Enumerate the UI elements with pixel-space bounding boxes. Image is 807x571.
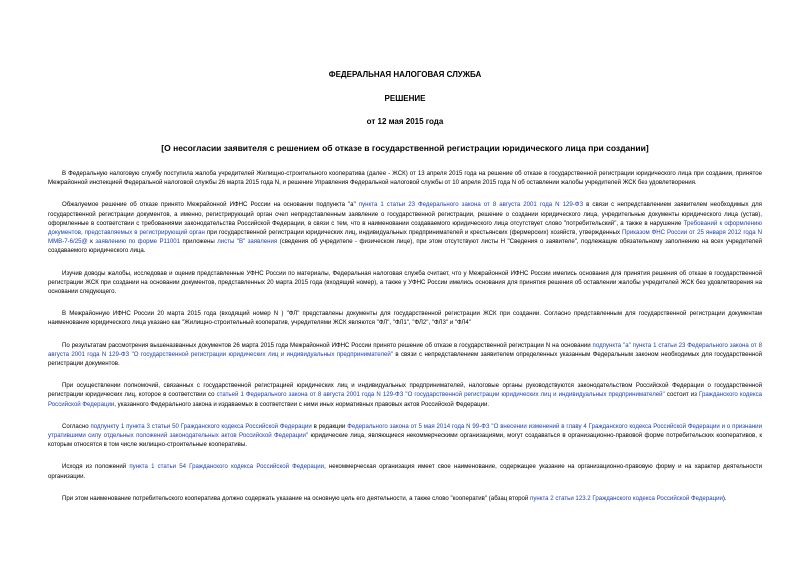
paragraph-text: , указанного Федерального закона и издаваемых в соответствии с ними иных нормативных правовых актов Российской Федерации. — [114, 400, 490, 408]
paragraph — [48, 494, 762, 503]
legal-reference-link[interactable]: подпункта "а" пункта 1 статьи 23 Федерального закона от 8 августа 2001 года N 129-ФЗ "О государственной регистрации юридических лиц и индивидуальных предпринимателей" — [48, 341, 762, 358]
legal-reference-link[interactable]: Гражданского кодекса Российской Федерации — [48, 391, 762, 408]
agency-title: ФЕДЕРАЛЬНАЯ НАЛОГОВАЯ СЛУЖБА — [328, 70, 482, 79]
paragraph — [48, 341, 762, 369]
paragraph — [48, 422, 762, 450]
paragraph-text: Изучив доводы жалобы, исследовав и оценив представленные УФНС России по материалы, Федеральная налоговая служба считает, что у Межрайонной ИФНС России имелись основания для принятия решения об отказе в государственной регистрации ЖСК при создании на основании документов, представленных 20 марта 2015 года (входящий номер), а также у УФНС России имелись основания для принятия решения об оставлении жалобы учредителей ЖСК без удовлетворения на основании следующего. — [48, 269, 762, 296]
doc-subject: [О несогласии заявителя с решением об отказе в государственной регистрации юридического лица при создании] — [161, 143, 649, 153]
paragraph-text: В Межрайонную ИФНС России 20 марта 2015 года (входящий номер N ) "ФЛ" представлены документы для государственной регистрации ЖСК при создании. Согласно представленным для государственной регистрации документам наименование юридического лица указано как "Жилищно-строительный кооператив, учредителями ЖСК являются "ФЛ", "ФЛ1", "ФЛ2", "ФЛ3" и "ФЛ4" — [48, 310, 762, 327]
paragraph-text: состоит из — [664, 391, 700, 399]
paragraph — [48, 462, 762, 480]
legal-reference-link[interactable]: Требований к оформлению документов, представляемых в регистрирующий орган — [48, 219, 763, 237]
doc-type-title: РЕШЕНИЕ — [384, 94, 426, 103]
paragraph — [48, 200, 762, 255]
paragraph-text: в связи с непредставлением заявителем необходимых для государственной регистрации документов, а именно, регистрирующий орган счел непредставленным заявление о государственной регистрации, решение о создании юридического лица, учредительные документы юридического лица (устав), оформленные в соответствии с требованиями законодательства Российской Федерации, в связи с тем, что в наименовании создаваемого юридического лица отсутствует слово "потребительский", а также в нарушение — [48, 201, 762, 227]
legal-reference-link[interactable]: Приказом ФНС России от 25 января 2012 года N ММВ-7-6/25@ — [48, 229, 762, 246]
document-body — [48, 153, 762, 503]
paragraph-text: Согласно — [62, 422, 91, 430]
paragraph-text: , некоммерческая организация имеет свое наименование, содержащее указание на организационно-правовую форму и на характер деятельности организации. — [48, 463, 762, 480]
paragraph-text: (сведения об учредителе - физическом лице), при этом отсутствуют листы Н "Сведения о заявителе", подлежащие обязательному заполнению на всех учредителей создаваемого юридического лица. — [48, 238, 763, 255]
paragraph-text: ). — [722, 494, 727, 502]
legal-reference-link[interactable]: пункта 2 статьи 123.2 Гражданского кодекса Российской Федерации — [530, 494, 723, 502]
paragraph-text: к — [87, 238, 96, 246]
paragraph-text: В Федеральную налоговую службу поступила жалоба учредителей Жилищно-строительного кооператива (далее - ЖСК) от 13 апреля 2015 года на решение об отказе в государственной регистрации юридического лица при создании, принятое Межрайонной инспекцией Федеральной налоговой службы 26 марта 2015 года N, и решение Управления Федеральной налоговой службы от 10 апреля 2015 года N об оставлении жалобы учредителей ЖСК без удовлетворения. — [48, 170, 762, 187]
doc-date: от 12 мая 2015 года — [366, 117, 444, 126]
paragraph-text: юридические лица, являющиеся некоммерческими организациями, могут создаваться в организационно-правовой форме потребительских кооперативов, к которым относятся в том числе жилищно-строительные кооперативы. — [48, 432, 763, 449]
legal-reference-link[interactable]: статьей 1 Федерального закона от 8 августа 2001 года N 129-ФЗ "О государственной регистрации юридических лиц и индивидуальных предпринимателей" — [216, 391, 665, 399]
paragraph-text: приложены — [180, 238, 218, 246]
legal-reference-link[interactable]: пункта 1 статьи 23 Федерального закона от 8 августа 2001 года N 129-ФЗ — [358, 201, 584, 209]
paragraph-text: при государственной регистрации юридических лиц, индивидуальных предпринимателей и крестьянских (фермерских) хозяйств, утвержденных — [204, 229, 623, 237]
paragraph-text: Исходя из положений — [62, 463, 130, 471]
paragraph-text: в связи с непредставлением заявителем определенных указанным Федеральным законом необходимых для государственной регистрации документов. — [48, 350, 762, 368]
paragraph — [48, 381, 762, 409]
paragraph — [48, 309, 762, 327]
legal-reference-link[interactable]: подпункту 1 пункта 3 статьи 50 Гражданского кодекса Российской Федерации — [90, 422, 312, 430]
legal-reference-link[interactable]: пункта 1 статьи 54 Гражданского кодекса Российской Федерации — [129, 463, 325, 471]
legal-reference-link[interactable]: листы "В" заявления — [217, 238, 278, 246]
paragraph-text: При осуществлении полномочий, связанных с государственной регистрацией юридических лиц и индивидуальных предпринимателей, налоговые органы руководствуются законодательством Российской Федерации о государственной регистрации юридических лиц, которое в соответствии со — [48, 382, 762, 399]
legal-reference-link[interactable]: Федерального закона от 5 мая 2014 года N 99-ФЗ "О внесении изменений в главу 4 Гражданского кодекса Российской Федерации и о признании утратившими силу отдельных положений законодательных актов Российской Федерации" — [48, 422, 762, 440]
paragraph-text: По результатам рассмотрения вышеназванных документов 26 марта 2015 года Межрайонной ИФНС России принято решение об отказе в государственной регистрации N на основании — [62, 341, 593, 349]
legal-reference-link[interactable]: заявлению по форме Р11001 — [95, 238, 181, 246]
paragraph — [48, 269, 762, 297]
paragraph-text: Обжалуемое решение об отказе принято Межрайонной ИФНС России на основании подпункта "а" — [62, 201, 359, 209]
paragraph-text: При этом наименование потребительского кооператива должно содержать указание на основную цель его деятельности, а также слово "кооператив" (абзац второй — [62, 494, 531, 502]
paragraph-text: в редакции — [311, 422, 348, 430]
paragraph — [48, 169, 762, 187]
